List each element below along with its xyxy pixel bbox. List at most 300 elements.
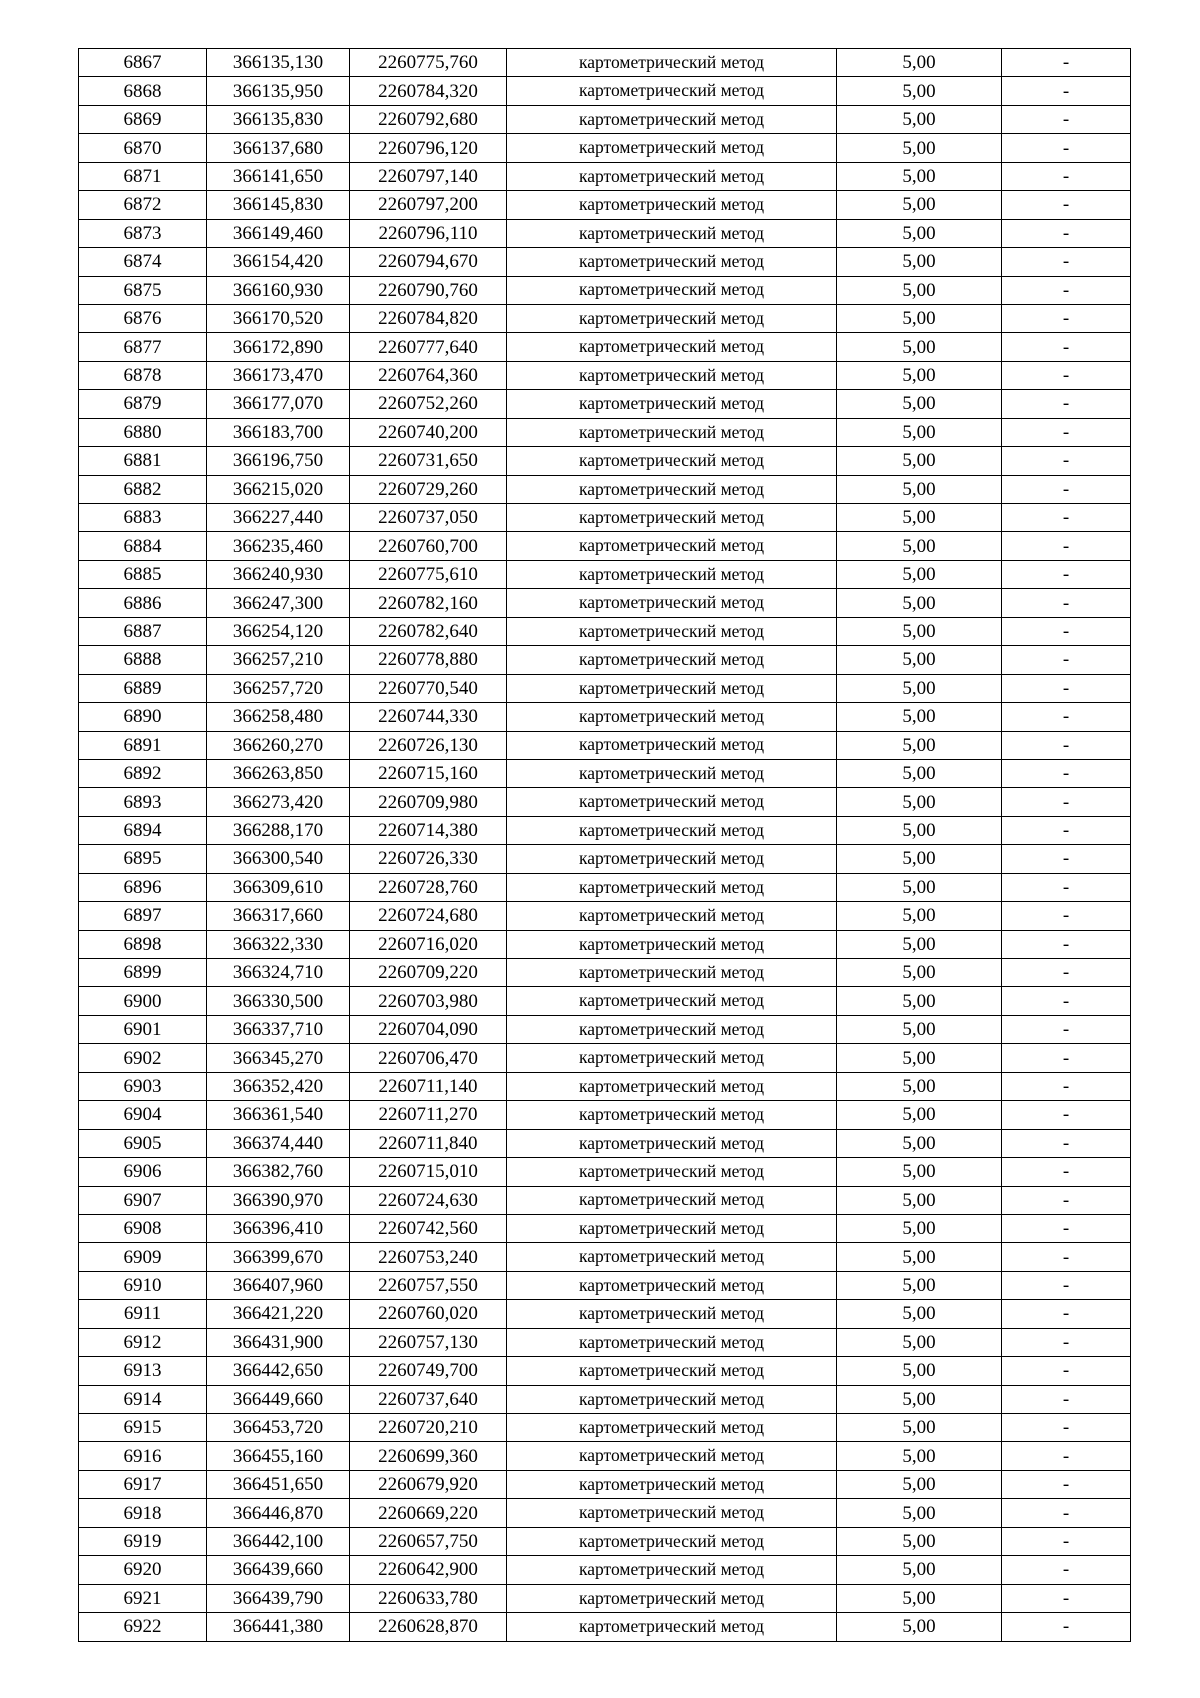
method-cell: картометрический метод: [507, 1214, 837, 1242]
y-coordinate-cell: 2260715,010: [350, 1158, 507, 1186]
x-coordinate-cell: 366257,720: [207, 674, 350, 702]
description-cell: -: [1002, 1556, 1131, 1584]
y-coordinate-cell: 2260711,270: [350, 1101, 507, 1129]
x-coordinate-cell: 366322,330: [207, 930, 350, 958]
x-coordinate-cell: 366173,470: [207, 361, 350, 389]
x-coordinate-cell: 366455,160: [207, 1442, 350, 1470]
accuracy-cell: 5,00: [837, 1385, 1002, 1413]
x-coordinate-cell: 366439,790: [207, 1584, 350, 1612]
point-number-cell: 6894: [79, 816, 207, 844]
point-number-cell: 6921: [79, 1584, 207, 1612]
method-cell: картометрический метод: [507, 1527, 837, 1555]
point-number-cell: 6910: [79, 1271, 207, 1299]
x-coordinate-cell: 366135,130: [207, 49, 350, 77]
y-coordinate-cell: 2260790,760: [350, 276, 507, 304]
accuracy-cell: 5,00: [837, 759, 1002, 787]
point-number-cell: 6900: [79, 987, 207, 1015]
x-coordinate-cell: 366177,070: [207, 390, 350, 418]
y-coordinate-cell: 2260752,260: [350, 390, 507, 418]
method-cell: картометрический метод: [507, 1414, 837, 1442]
y-coordinate-cell: 2260731,650: [350, 447, 507, 475]
point-number-cell: 6881: [79, 447, 207, 475]
description-cell: -: [1002, 1328, 1131, 1356]
accuracy-cell: 5,00: [837, 532, 1002, 560]
accuracy-cell: 5,00: [837, 1158, 1002, 1186]
x-coordinate-cell: 366247,300: [207, 589, 350, 617]
point-number-cell: 6892: [79, 759, 207, 787]
method-cell: картометрический метод: [507, 1158, 837, 1186]
description-cell: -: [1002, 1385, 1131, 1413]
point-number-cell: 6880: [79, 418, 207, 446]
point-number-cell: 6920: [79, 1556, 207, 1584]
y-coordinate-cell: 2260778,880: [350, 646, 507, 674]
y-coordinate-cell: 2260706,470: [350, 1044, 507, 1072]
point-number-cell: 6873: [79, 219, 207, 247]
accuracy-cell: 5,00: [837, 1072, 1002, 1100]
accuracy-cell: 5,00: [837, 1243, 1002, 1271]
table-row: [79, 77, 1131, 105]
y-coordinate-cell: 2260782,160: [350, 589, 507, 617]
point-number-cell: 6904: [79, 1101, 207, 1129]
method-cell: картометрический метод: [507, 1129, 837, 1157]
method-cell: картометрический метод: [507, 447, 837, 475]
x-coordinate-cell: 366446,870: [207, 1499, 350, 1527]
x-coordinate-cell: 366361,540: [207, 1101, 350, 1129]
x-coordinate-cell: 366141,650: [207, 162, 350, 190]
method-cell: картометрический метод: [507, 1328, 837, 1356]
method-cell: картометрический метод: [507, 1243, 837, 1271]
point-number-cell: 6922: [79, 1613, 207, 1641]
method-cell: картометрический метод: [507, 532, 837, 560]
method-cell: картометрический метод: [507, 1015, 837, 1043]
point-number-cell: 6913: [79, 1357, 207, 1385]
table-row: [79, 304, 1131, 332]
method-cell: картометрический метод: [507, 333, 837, 361]
accuracy-cell: 5,00: [837, 447, 1002, 475]
point-number-cell: 6874: [79, 248, 207, 276]
table-row: [79, 816, 1131, 844]
accuracy-cell: 5,00: [837, 1556, 1002, 1584]
method-cell: картометрический метод: [507, 504, 837, 532]
description-cell: -: [1002, 1214, 1131, 1242]
method-cell: картометрический метод: [507, 759, 837, 787]
method-cell: картометрический метод: [507, 304, 837, 332]
y-coordinate-cell: 2260716,020: [350, 930, 507, 958]
table-row: [79, 1613, 1131, 1641]
x-coordinate-cell: 366449,660: [207, 1385, 350, 1413]
accuracy-cell: 5,00: [837, 816, 1002, 844]
method-cell: картометрический метод: [507, 276, 837, 304]
table-row: [79, 504, 1131, 532]
method-cell: картометрический метод: [507, 191, 837, 219]
x-coordinate-cell: 366273,420: [207, 788, 350, 816]
accuracy-cell: 5,00: [837, 162, 1002, 190]
accuracy-cell: 5,00: [837, 1101, 1002, 1129]
point-number-cell: 6887: [79, 617, 207, 645]
method-cell: картометрический метод: [507, 475, 837, 503]
x-coordinate-cell: 366421,220: [207, 1300, 350, 1328]
table-row: [79, 105, 1131, 133]
description-cell: -: [1002, 987, 1131, 1015]
point-number-cell: 6868: [79, 77, 207, 105]
table-row: [79, 1243, 1131, 1271]
method-cell: картометрический метод: [507, 902, 837, 930]
point-number-cell: 6912: [79, 1328, 207, 1356]
x-coordinate-cell: 366257,210: [207, 646, 350, 674]
point-number-cell: 6879: [79, 390, 207, 418]
table-row: [79, 162, 1131, 190]
accuracy-cell: 5,00: [837, 987, 1002, 1015]
method-cell: картометрический метод: [507, 873, 837, 901]
point-number-cell: 6918: [79, 1499, 207, 1527]
description-cell: -: [1002, 105, 1131, 133]
accuracy-cell: 5,00: [837, 1414, 1002, 1442]
y-coordinate-cell: 2260711,140: [350, 1072, 507, 1100]
description-cell: -: [1002, 49, 1131, 77]
point-number-cell: 6872: [79, 191, 207, 219]
x-coordinate-cell: 366154,420: [207, 248, 350, 276]
description-cell: -: [1002, 418, 1131, 446]
description-cell: -: [1002, 361, 1131, 389]
point-number-cell: 6905: [79, 1129, 207, 1157]
method-cell: картометрический метод: [507, 1186, 837, 1214]
method-cell: картометрический метод: [507, 219, 837, 247]
table-row: [79, 1271, 1131, 1299]
description-cell: -: [1002, 1357, 1131, 1385]
point-number-cell: 6911: [79, 1300, 207, 1328]
x-coordinate-cell: 366337,710: [207, 1015, 350, 1043]
y-coordinate-cell: 2260711,840: [350, 1129, 507, 1157]
table-row: [79, 788, 1131, 816]
method-cell: картометрический метод: [507, 1556, 837, 1584]
table-row: [79, 1499, 1131, 1527]
description-cell: -: [1002, 902, 1131, 930]
point-number-cell: 6876: [79, 304, 207, 332]
y-coordinate-cell: 2260724,680: [350, 902, 507, 930]
table-row: [79, 845, 1131, 873]
accuracy-cell: 5,00: [837, 930, 1002, 958]
point-number-cell: 6901: [79, 1015, 207, 1043]
x-coordinate-cell: 366451,650: [207, 1470, 350, 1498]
method-cell: картометрический метод: [507, 589, 837, 617]
description-cell: -: [1002, 1271, 1131, 1299]
method-cell: картометрический метод: [507, 703, 837, 731]
x-coordinate-cell: 366215,020: [207, 475, 350, 503]
method-cell: картометрический метод: [507, 646, 837, 674]
x-coordinate-cell: 366183,700: [207, 418, 350, 446]
accuracy-cell: 5,00: [837, 361, 1002, 389]
y-coordinate-cell: 2260704,090: [350, 1015, 507, 1043]
accuracy-cell: 5,00: [837, 191, 1002, 219]
description-cell: -: [1002, 560, 1131, 588]
x-coordinate-cell: 366317,660: [207, 902, 350, 930]
description-cell: -: [1002, 304, 1131, 332]
table-row: [79, 49, 1131, 77]
y-coordinate-cell: 2260775,760: [350, 49, 507, 77]
description-cell: -: [1002, 134, 1131, 162]
y-coordinate-cell: 2260714,380: [350, 816, 507, 844]
description-cell: -: [1002, 731, 1131, 759]
description-cell: -: [1002, 959, 1131, 987]
accuracy-cell: 5,00: [837, 1300, 1002, 1328]
table-row: [79, 646, 1131, 674]
method-cell: картометрический метод: [507, 1584, 837, 1612]
accuracy-cell: 5,00: [837, 1584, 1002, 1612]
accuracy-cell: 5,00: [837, 703, 1002, 731]
table-row: [79, 447, 1131, 475]
y-coordinate-cell: 2260782,640: [350, 617, 507, 645]
method-cell: картометрический метод: [507, 1442, 837, 1470]
accuracy-cell: 5,00: [837, 276, 1002, 304]
coordinates-table-body: [79, 49, 1131, 1642]
method-cell: картометрический метод: [507, 134, 837, 162]
y-coordinate-cell: 2260797,200: [350, 191, 507, 219]
accuracy-cell: 5,00: [837, 845, 1002, 873]
table-row: [79, 731, 1131, 759]
y-coordinate-cell: 2260642,900: [350, 1556, 507, 1584]
x-coordinate-cell: 366330,500: [207, 987, 350, 1015]
point-number-cell: 6883: [79, 504, 207, 532]
accuracy-cell: 5,00: [837, 77, 1002, 105]
accuracy-cell: 5,00: [837, 504, 1002, 532]
y-coordinate-cell: 2260740,200: [350, 418, 507, 446]
description-cell: -: [1002, 504, 1131, 532]
x-coordinate-cell: 366170,520: [207, 304, 350, 332]
y-coordinate-cell: 2260764,360: [350, 361, 507, 389]
table-row: [79, 1584, 1131, 1612]
description-cell: -: [1002, 1015, 1131, 1043]
accuracy-cell: 5,00: [837, 731, 1002, 759]
accuracy-cell: 5,00: [837, 333, 1002, 361]
accuracy-cell: 5,00: [837, 873, 1002, 901]
x-coordinate-cell: 366396,410: [207, 1214, 350, 1242]
description-cell: -: [1002, 1044, 1131, 1072]
point-number-cell: 6897: [79, 902, 207, 930]
method-cell: картометрический метод: [507, 674, 837, 702]
method-cell: картометрический метод: [507, 361, 837, 389]
point-number-cell: 6890: [79, 703, 207, 731]
table-row: [79, 418, 1131, 446]
x-coordinate-cell: 366382,760: [207, 1158, 350, 1186]
description-cell: -: [1002, 674, 1131, 702]
method-cell: картометрический метод: [507, 1300, 837, 1328]
x-coordinate-cell: 366439,660: [207, 1556, 350, 1584]
table-row: [79, 248, 1131, 276]
table-row: [79, 219, 1131, 247]
x-coordinate-cell: 366258,480: [207, 703, 350, 731]
table-row: [79, 703, 1131, 731]
description-cell: -: [1002, 1243, 1131, 1271]
method-cell: картометрический метод: [507, 418, 837, 446]
method-cell: картометрический метод: [507, 1044, 837, 1072]
description-cell: -: [1002, 191, 1131, 219]
y-coordinate-cell: 2260633,780: [350, 1584, 507, 1612]
x-coordinate-cell: 366324,710: [207, 959, 350, 987]
method-cell: картометрический метод: [507, 1357, 837, 1385]
description-cell: -: [1002, 1584, 1131, 1612]
x-coordinate-cell: 366260,270: [207, 731, 350, 759]
accuracy-cell: 5,00: [837, 1129, 1002, 1157]
point-number-cell: 6898: [79, 930, 207, 958]
y-coordinate-cell: 2260737,050: [350, 504, 507, 532]
x-coordinate-cell: 366399,670: [207, 1243, 350, 1271]
method-cell: картометрический метод: [507, 987, 837, 1015]
accuracy-cell: 5,00: [837, 1271, 1002, 1299]
table-row: [79, 1015, 1131, 1043]
x-coordinate-cell: 366345,270: [207, 1044, 350, 1072]
x-coordinate-cell: 366137,680: [207, 134, 350, 162]
y-coordinate-cell: 2260657,750: [350, 1527, 507, 1555]
accuracy-cell: 5,00: [837, 902, 1002, 930]
point-number-cell: 6875: [79, 276, 207, 304]
table-row: [79, 1328, 1131, 1356]
table-row: [79, 1385, 1131, 1413]
method-cell: картометрический метод: [507, 1499, 837, 1527]
method-cell: картометрический метод: [507, 1271, 837, 1299]
description-cell: -: [1002, 1499, 1131, 1527]
table-row: [79, 276, 1131, 304]
table-row: [79, 1186, 1131, 1214]
y-coordinate-cell: 2260720,210: [350, 1414, 507, 1442]
description-cell: -: [1002, 1442, 1131, 1470]
method-cell: картометрический метод: [507, 248, 837, 276]
description-cell: -: [1002, 1158, 1131, 1186]
accuracy-cell: 5,00: [837, 418, 1002, 446]
method-cell: картометрический метод: [507, 560, 837, 588]
y-coordinate-cell: 2260742,560: [350, 1214, 507, 1242]
y-coordinate-cell: 2260669,220: [350, 1499, 507, 1527]
x-coordinate-cell: 366390,970: [207, 1186, 350, 1214]
description-cell: -: [1002, 1186, 1131, 1214]
y-coordinate-cell: 2260744,330: [350, 703, 507, 731]
point-number-cell: 6893: [79, 788, 207, 816]
y-coordinate-cell: 2260737,640: [350, 1385, 507, 1413]
y-coordinate-cell: 2260728,760: [350, 873, 507, 901]
x-coordinate-cell: 366196,750: [207, 447, 350, 475]
point-number-cell: 6877: [79, 333, 207, 361]
x-coordinate-cell: 366149,460: [207, 219, 350, 247]
x-coordinate-cell: 366374,440: [207, 1129, 350, 1157]
y-coordinate-cell: 2260792,680: [350, 105, 507, 133]
y-coordinate-cell: 2260715,160: [350, 759, 507, 787]
table-row: [79, 560, 1131, 588]
point-number-cell: 6916: [79, 1442, 207, 1470]
description-cell: -: [1002, 1300, 1131, 1328]
table-row: [79, 1414, 1131, 1442]
method-cell: картометрический метод: [507, 162, 837, 190]
point-number-cell: 6919: [79, 1527, 207, 1555]
method-cell: картометрический метод: [507, 390, 837, 418]
table-row: [79, 589, 1131, 617]
method-cell: картометрический метод: [507, 1613, 837, 1641]
point-number-cell: 6899: [79, 959, 207, 987]
accuracy-cell: 5,00: [837, 1613, 1002, 1641]
y-coordinate-cell: 2260757,550: [350, 1271, 507, 1299]
point-number-cell: 6903: [79, 1072, 207, 1100]
x-coordinate-cell: 366160,930: [207, 276, 350, 304]
accuracy-cell: 5,00: [837, 1328, 1002, 1356]
accuracy-cell: 5,00: [837, 589, 1002, 617]
accuracy-cell: 5,00: [837, 1499, 1002, 1527]
point-number-cell: 6869: [79, 105, 207, 133]
description-cell: -: [1002, 816, 1131, 844]
table-row: [79, 1556, 1131, 1584]
description-cell: -: [1002, 646, 1131, 674]
method-cell: картометрический метод: [507, 1385, 837, 1413]
description-cell: -: [1002, 162, 1131, 190]
x-coordinate-cell: 366407,960: [207, 1271, 350, 1299]
y-coordinate-cell: 2260760,020: [350, 1300, 507, 1328]
point-number-cell: 6871: [79, 162, 207, 190]
accuracy-cell: 5,00: [837, 49, 1002, 77]
x-coordinate-cell: 366235,460: [207, 532, 350, 560]
method-cell: картометрический метод: [507, 845, 837, 873]
accuracy-cell: 5,00: [837, 560, 1002, 588]
accuracy-cell: 5,00: [837, 646, 1002, 674]
accuracy-cell: 5,00: [837, 105, 1002, 133]
point-number-cell: 6896: [79, 873, 207, 901]
x-coordinate-cell: 366441,380: [207, 1613, 350, 1641]
table-row: [79, 1129, 1131, 1157]
point-number-cell: 6867: [79, 49, 207, 77]
point-number-cell: 6914: [79, 1385, 207, 1413]
accuracy-cell: 5,00: [837, 788, 1002, 816]
point-number-cell: 6909: [79, 1243, 207, 1271]
y-coordinate-cell: 2260679,920: [350, 1470, 507, 1498]
description-cell: -: [1002, 703, 1131, 731]
x-coordinate-cell: 366227,440: [207, 504, 350, 532]
y-coordinate-cell: 2260796,120: [350, 134, 507, 162]
table-row: [79, 134, 1131, 162]
x-coordinate-cell: 366240,930: [207, 560, 350, 588]
accuracy-cell: 5,00: [837, 1442, 1002, 1470]
accuracy-cell: 5,00: [837, 1357, 1002, 1385]
description-cell: -: [1002, 1414, 1131, 1442]
x-coordinate-cell: 366352,420: [207, 1072, 350, 1100]
table-row: [79, 873, 1131, 901]
description-cell: -: [1002, 788, 1131, 816]
point-number-cell: 6885: [79, 560, 207, 588]
method-cell: картометрический метод: [507, 930, 837, 958]
accuracy-cell: 5,00: [837, 304, 1002, 332]
method-cell: картометрический метод: [507, 731, 837, 759]
description-cell: -: [1002, 77, 1131, 105]
method-cell: картометрический метод: [507, 959, 837, 987]
y-coordinate-cell: 2260784,320: [350, 77, 507, 105]
description-cell: -: [1002, 1129, 1131, 1157]
point-number-cell: 6870: [79, 134, 207, 162]
description-cell: -: [1002, 1470, 1131, 1498]
table-row: [79, 361, 1131, 389]
y-coordinate-cell: 2260760,700: [350, 532, 507, 560]
y-coordinate-cell: 2260726,130: [350, 731, 507, 759]
x-coordinate-cell: 366135,950: [207, 77, 350, 105]
point-number-cell: 6884: [79, 532, 207, 560]
point-number-cell: 6886: [79, 589, 207, 617]
y-coordinate-cell: 2260784,820: [350, 304, 507, 332]
point-number-cell: 6891: [79, 731, 207, 759]
method-cell: картометрический метод: [507, 788, 837, 816]
y-coordinate-cell: 2260777,640: [350, 333, 507, 361]
y-coordinate-cell: 2260775,610: [350, 560, 507, 588]
table-row: [79, 1214, 1131, 1242]
method-cell: картометрический метод: [507, 77, 837, 105]
description-cell: -: [1002, 1072, 1131, 1100]
description-cell: -: [1002, 475, 1131, 503]
description-cell: -: [1002, 532, 1131, 560]
accuracy-cell: 5,00: [837, 1186, 1002, 1214]
accuracy-cell: 5,00: [837, 134, 1002, 162]
